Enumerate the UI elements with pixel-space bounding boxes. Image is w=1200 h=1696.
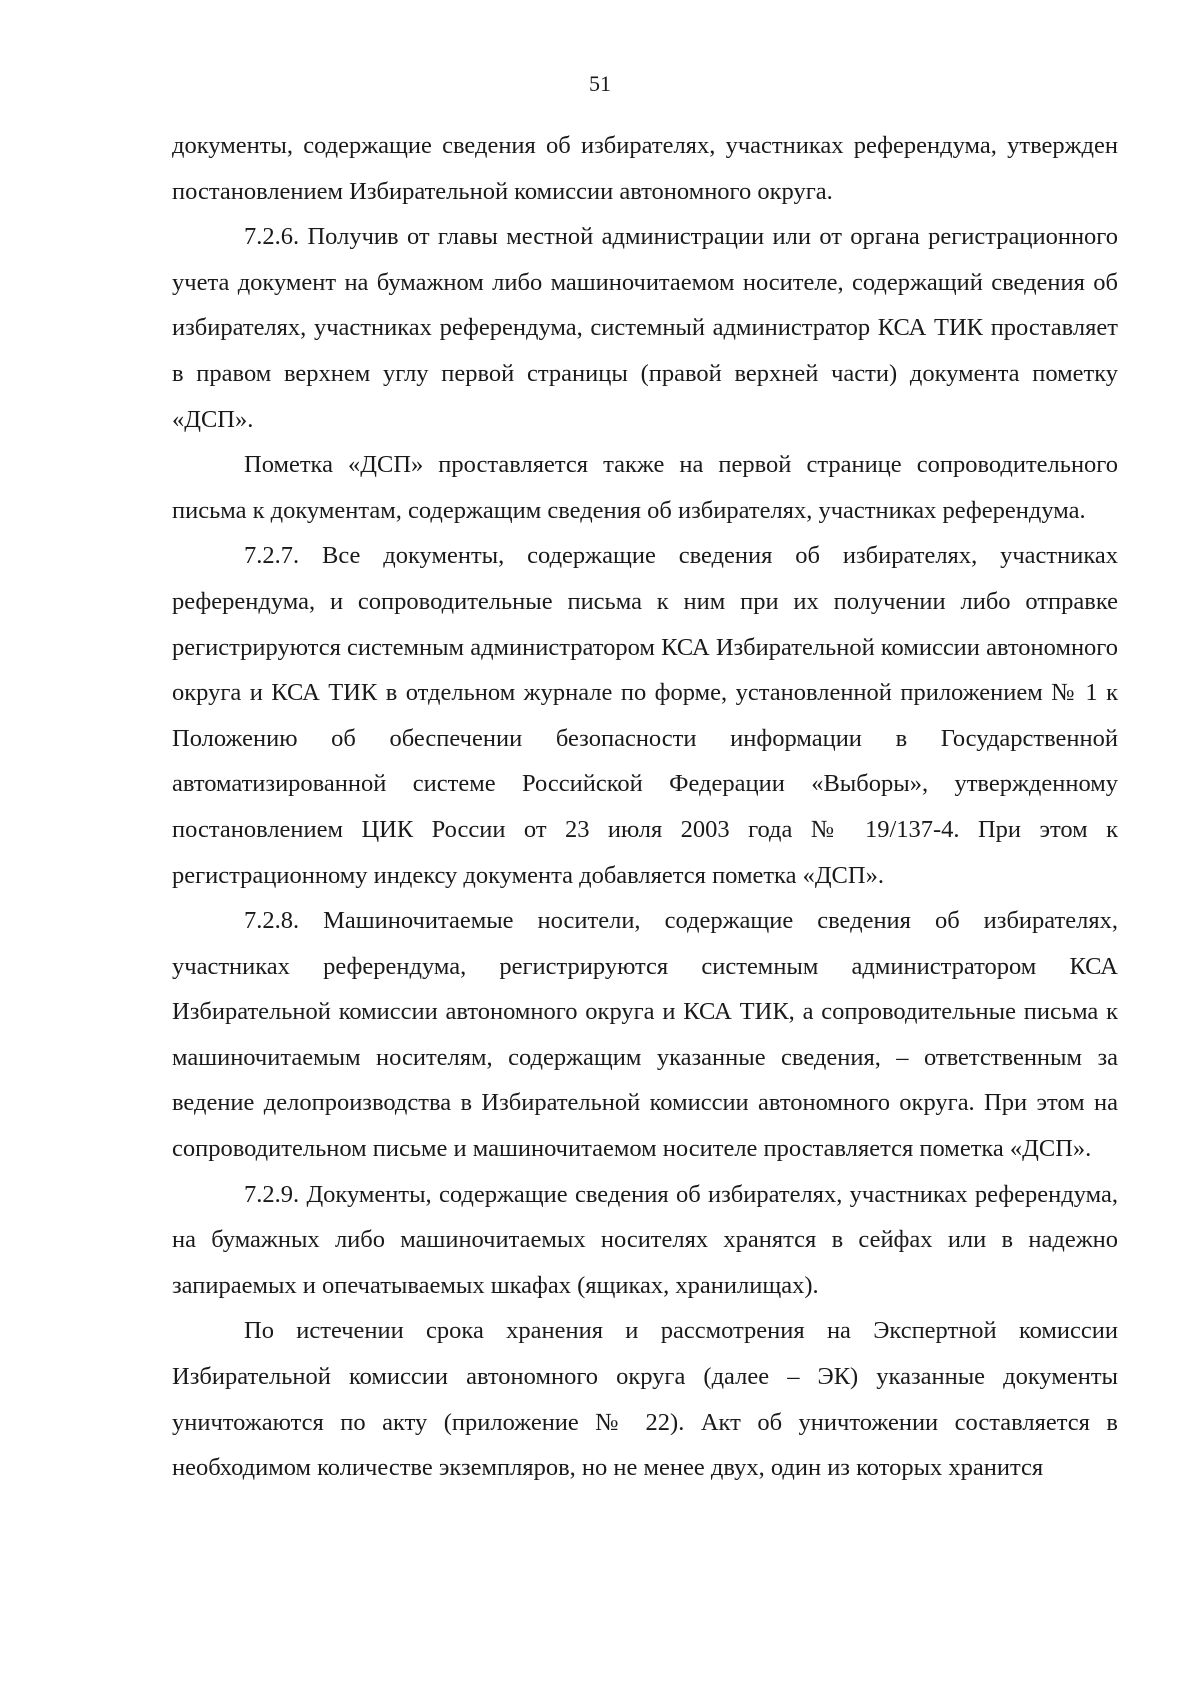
- paragraph-7-2-6: 7.2.6. Получив от главы местной администрации или от органа регистрационного учета документ на бумажном либо машиночитаемом носителе, содержащий сведения об избирателях, участниках референдума, системный администратор КСА ТИК проставляет в правом верхнем углу первой страницы (правой верхней части) документа пометку «ДСП».: [172, 223, 1118, 433]
- paragraph-7-2-7: 7.2.7. Все документы, содержащие сведения об избирателях, участниках референдума, и сопроводительные письма к ним при их получении либо отправке регистрируются системным администратором КСА Избирательной комиссии автономного округа и КСА ТИК в отдельном журнале по форме, установленной приложением № 1 к Положению об обеспечении безопасности информации в Государственной автоматизированной системе Российской Федерации «Выборы», утвержденному постановлением ЦИК России от 23 июля 2003 года № 19/137-4. При этом к регистрационному индексу документа добавляется пометка «ДСП».: [172, 542, 1118, 889]
- paragraph-7-2-8: 7.2.8. Машиночитаемые носители, содержащие сведения об избирателях, участниках референдума, регистрируются системным администратором КСА Избирательной комиссии автономного округа и КСА ТИК, а сопроводительные письма к машиночитаемым носителям, содержащим указанные сведения, – ответственным за ведение делопроизводства в Избирательной комиссии автономного округа. При этом на сопроводительном письме и машиночитаемом носителе проставляется пометка «ДСП».: [172, 907, 1118, 1163]
- paragraph-continuation: документы, содержащие сведения об избирателях, участниках референдума, утвержден постановлением Избирательной комиссии автономного округа.: [172, 132, 1118, 205]
- paragraph-dsp-mark: Пометка «ДСП» проставляется также на первой странице сопроводительного письма к документам, содержащим сведения об избирателях, участниках референдума.: [172, 451, 1118, 524]
- page-number: 51: [589, 71, 611, 96]
- document-body: [172, 123, 1118, 1491]
- paragraph-destruction: По истечении срока хранения и рассмотрения на Экспертной комиссии Избирательной комиссии автономного округа (далее – ЭК) указанные документы уничтожаются по акту (приложение № 22). Акт об уничтожении составляется в необходимом количестве экземпляров, но не менее двух, один из которых хранится: [172, 1317, 1118, 1482]
- paragraph-7-2-9: 7.2.9. Документы, содержащие сведения об избирателях, участниках референдума, на бумажных либо машиночитаемых носителях хранятся в сейфах или в надежно запираемых и опечатываемых шкафах (ящиках, хранилищах).: [172, 1180, 1118, 1299]
